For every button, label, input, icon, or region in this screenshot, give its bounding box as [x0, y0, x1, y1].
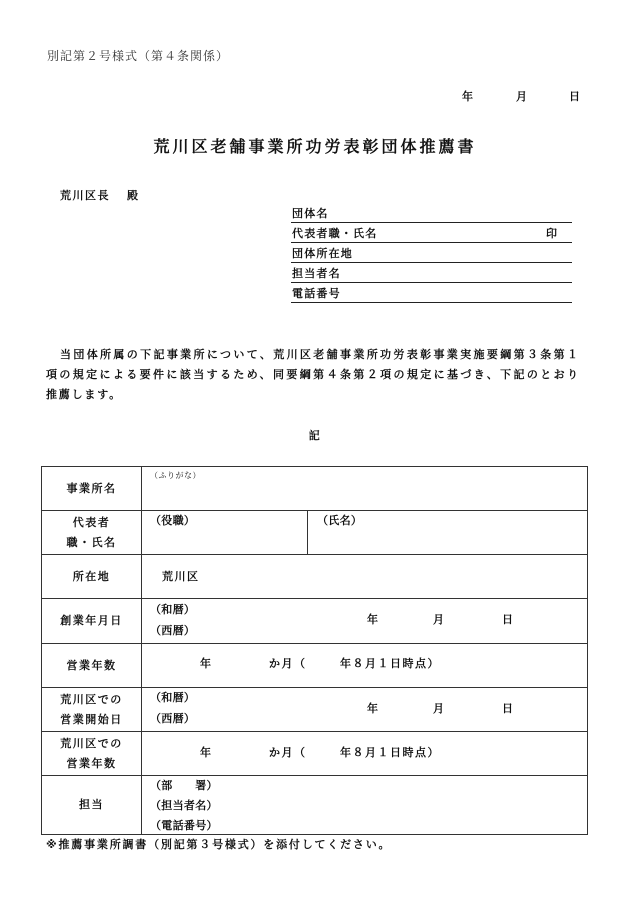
western-era-hint: （西暦） [150, 624, 196, 637]
arakawa-years-label-line: 営業年数 [66, 756, 117, 770]
as-of-label: 年８月１日時点） [340, 657, 440, 670]
representative-label-line: 代表者 [72, 515, 111, 529]
table-row-location [42, 554, 587, 598]
date-year-label: 年 [462, 90, 475, 103]
year-label: 年 [367, 613, 380, 626]
field-group-address[interactable] [291, 246, 572, 263]
table-row-representative [42, 510, 587, 554]
phone-hint: （電話番号） [150, 819, 218, 832]
representative-entry [142, 511, 587, 554]
month-label: 月 [433, 613, 446, 626]
year-label: 年 [200, 746, 213, 759]
arakawa-start-label-line: 荒川区での [60, 692, 123, 706]
field-group-name[interactable] [291, 206, 572, 223]
day-label: 日 [502, 702, 515, 715]
person-hint: （担当者名） [150, 799, 218, 812]
years-in-business-label: 営業年数 [66, 658, 117, 672]
body-line: 項の規定による要件に該当するため、同要綱第４条第２項の規定に基づき、下記のとおり [46, 368, 578, 381]
field-label: 担当者名 [292, 267, 341, 280]
label-cell [42, 688, 142, 731]
addressee-honorific: 殿 [127, 189, 140, 202]
furigana-hint: （ふりがな） [150, 471, 201, 480]
month-label: か月（ [269, 657, 307, 670]
japanese-era-hint: （和暦） [150, 691, 196, 704]
representative-label-line: 職・氏名 [66, 535, 117, 549]
years-in-business-entry[interactable] [142, 644, 587, 687]
field-label: 団体所在地 [292, 247, 353, 260]
label-cell [42, 511, 142, 554]
contact-label: 担当 [79, 798, 104, 811]
seal-mark: 印 [546, 227, 559, 240]
name-hint: （氏名） [317, 514, 363, 527]
location-entry[interactable] [142, 555, 587, 598]
business-name-entry[interactable] [142, 467, 587, 510]
month-label: か月（ [269, 746, 307, 759]
field-phone[interactable] [291, 286, 572, 303]
table-row-arakawa-years [42, 731, 587, 775]
representative-name-entry[interactable] [308, 511, 587, 554]
form-number: 別記第２号様式（第４条関係） [47, 49, 230, 63]
label-cell [42, 555, 142, 598]
table-row-years-in-business [42, 643, 587, 687]
label-cell [42, 467, 142, 510]
body-line: 当団体所属の下記事業所について、荒川区老舗事業所功労表彰事業実施要綱第３条第１ [60, 348, 578, 361]
label-cell [42, 776, 142, 834]
field-label: 代表者職・氏名 [292, 227, 378, 240]
field-label: 電話番号 [292, 287, 341, 300]
label-cell [42, 599, 142, 643]
body-line: 推薦します。 [46, 388, 122, 401]
document-title: 荒川区老舗事業所功労表彰団体推薦書 [153, 137, 477, 156]
footnote: ※推薦事業所調書（別記第３号様式）を添付してください。 [46, 838, 392, 851]
representative-position-entry[interactable] [142, 511, 308, 554]
business-name-label: 事業所名 [66, 481, 117, 495]
date-day-label: 日 [569, 90, 582, 103]
table-row-founding-date [42, 598, 587, 643]
arakawa-years-entry[interactable] [142, 732, 587, 775]
label-cell [42, 644, 142, 687]
day-label: 日 [502, 613, 515, 626]
western-era-hint: （西暦） [150, 712, 196, 725]
field-contact-person[interactable] [291, 266, 572, 283]
label-cell [42, 732, 142, 775]
contact-entry[interactable] [142, 776, 587, 834]
field-label: 団体名 [292, 207, 329, 220]
table-row-arakawa-start-date [42, 687, 587, 731]
position-hint: （役職） [150, 514, 196, 527]
year-label: 年 [367, 702, 380, 715]
date-month-label: 月 [516, 90, 529, 103]
ward-prefix: 荒川区 [162, 570, 200, 583]
arakawa-years-label-line: 荒川区での [60, 736, 123, 750]
location-label: 所在地 [72, 569, 111, 583]
arakawa-start-date-entry[interactable] [142, 688, 587, 731]
founding-date-entry[interactable] [142, 599, 587, 643]
recommendation-table [41, 466, 588, 835]
department-hint: （部 署） [150, 779, 218, 792]
founding-date-label: 創業年月日 [60, 614, 123, 627]
japanese-era-hint: （和暦） [150, 603, 196, 616]
field-representative[interactable] [291, 226, 572, 243]
addressee-name: 荒川区長 [60, 189, 110, 202]
table-row-contact [42, 775, 587, 834]
as-of-label: 年８月１日時点） [340, 746, 440, 759]
month-label: 月 [433, 702, 446, 715]
ki-heading: 記 [308, 429, 322, 442]
table-row-business-name [42, 467, 587, 510]
year-label: 年 [200, 657, 213, 670]
arakawa-start-label-line: 営業開始日 [60, 712, 123, 726]
